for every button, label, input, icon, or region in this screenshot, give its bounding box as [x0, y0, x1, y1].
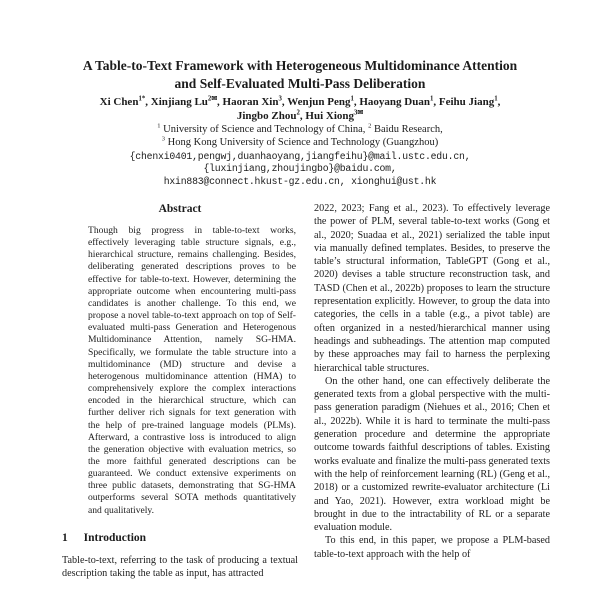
- section-heading-introduction: [62, 531, 298, 545]
- author-line: Xi Chen$^{1*}$, Xinjiang $Lu^{2✉}$, Haoran Xin$^3$, Wenjun Peng$^1$, Haoyang Duan$^1$, Feihu Jiang$^1$,: [99, 95, 501, 108]
- author-name: Feihu Jiang: [438, 96, 495, 108]
- affiliation-lines: [40, 124, 560, 149]
- email-line-1: {chenxi0401,pengwj,duanhaoyang,jiangfeihu}@mail.ustc.edu.cn,: [129, 151, 471, 162]
- author-superscript: 1: [350, 95, 354, 103]
- right-column: [314, 202, 550, 600]
- section-title: Introduction: [83, 531, 147, 544]
- right-column-paragraph-2: On the other hand, one can effectively deliberate the generated texts from a global perspective with the multi-pass generation paradigm (Niehues et al., 2016; Chen et al., 2022b). While it is hard to terminate the multi-pass generation procedure and determine the appropriate outcome towards faithful descriptions of tables. Existing works evaluate and finalize the multi-pass generated texts with the help of reinforcement learning (RL) (Geng et al., 2018) or a customized rewrite-evaluator architecture (Li and Yao, 2021). However, extra workload might be brought in due to the intractability of RL or a separate evaluation module.: [314, 375, 550, 534]
- author-line: Jingbo Zhou$^2$, Hui Xiong$^{3✉}$: [236, 108, 364, 122]
- affiliation-superscript: 2: [368, 122, 372, 130]
- two-column-body: [62, 202, 550, 600]
- abstract-body: Though big progress in table-to-text works, effectively leveraging table structure signals, e.g., hierarchical structure, remains challenging. Besides, deliberating generated descriptions proves to be effective for table-to-text. However, determining the appropriate outcome when encountering multi-pass candidates is another challenge. To this end, we propose a novel table-to-text approach on top of Self-evaluated multi-pass Generation and Heterogenous Multidominance Attention, namely SG-HMA. Specifically, we formulate the table structure into a multidominance (MD) structure and devise a heterogenous multidominance attention (HMA) to comprehensively explore the complex interactions encoded in the hierarchical structure, which can further deliver rich signals for text generation with the help of pre-trained language models (PLMs). Afterward, a contrastive loss is introduced to align the generation objective with evaluation metrics, so the more faithful generated descriptions can be guaranteed. We conduct extensive experiments on three public datasets, demonstrating that SG-HMA outperforms several SOTA methods quantitatively and qualitatively.: [88, 225, 296, 516]
- author-name: Wenjun Peng: [287, 96, 351, 108]
- author-superscript: 1*: [138, 95, 146, 103]
- author-superscript: 3✉: [354, 108, 364, 116]
- right-column-paragraph-1: 2022, 2023; Fang et al., 2023). To effectively leverage the power of PLM, several table-to-text works (Gong et al., 2020; Suadaa et al., 2021) serialized the table input via manually defined templates. Besides, to preserve the table’s structural information, TableGPT (Gong et al., 2020) devises a table structure reconstruction task, and TASD (Chen et al., 2022b) proposes to learn the structure representation explicitly. However, to group the data into categories, the cells in a table (e.g., a pivot table) are often organized in a nested/hierarchical manner using headings and subheadings. The attention map computed by these approaches may fail to harness the perplexing hierarchical table structures.: [314, 203, 550, 374]
- right-column-paragraph-3: To this end, in this paper, we propose a PLM-based table-to-text approach with the help of: [314, 535, 550, 560]
- affiliation-name: University of Science and Technology of China,: [160, 124, 369, 135]
- abstract-heading: Abstract: [158, 203, 202, 215]
- author-superscript: 3: [278, 95, 282, 103]
- left-column: [62, 202, 298, 600]
- affiliation-superscript: 1: [157, 122, 161, 130]
- author-name: Xinjiang Lu: [150, 96, 208, 108]
- author-superscript: 1: [494, 95, 498, 103]
- author-superscript: 1: [429, 95, 434, 103]
- author-superscript: 2: [296, 108, 300, 116]
- author-name: Haoran Xin: [222, 96, 279, 108]
- paper-title-line-1: A Table-to-Text Framework with Heterogeneous Multidominance Attention: [82, 58, 518, 73]
- email-line-2: {luxinjiang,zhoujingbo}@baidu.com,: [203, 163, 397, 175]
- section-number: 1: [62, 531, 68, 544]
- author-name: Haoyang Duan: [359, 96, 430, 108]
- affiliation-line: [40, 137, 560, 150]
- affiliation-name: Baidu Research,: [371, 124, 443, 135]
- affiliation-line: [40, 124, 560, 137]
- affiliation-name: Hong Kong University of Science and Technology (Guangzhou): [165, 136, 439, 148]
- affiliation-superscript: 3: [161, 135, 166, 142]
- introduction-paragraph: Table-to-text, referring to the task of producing a textual description taking the table as input, has attracted: [62, 554, 298, 580]
- email-line-3: hxin883@connect.hkust-gz.edu.cn, xionghui@ust.hk: [163, 175, 437, 187]
- paper-title: [40, 57, 560, 93]
- email-block: [40, 151, 560, 188]
- author-name: Jingbo Zhou: [236, 109, 297, 122]
- author-superscript: 2✉: [207, 95, 218, 103]
- author-lines: [40, 96, 560, 123]
- paper-title-line-2: and Self-Evaluated Multi-Pass Deliberation: [174, 76, 426, 91]
- author-name: Hui Xiong: [305, 109, 354, 122]
- author-name: Xi Chen: [99, 96, 139, 108]
